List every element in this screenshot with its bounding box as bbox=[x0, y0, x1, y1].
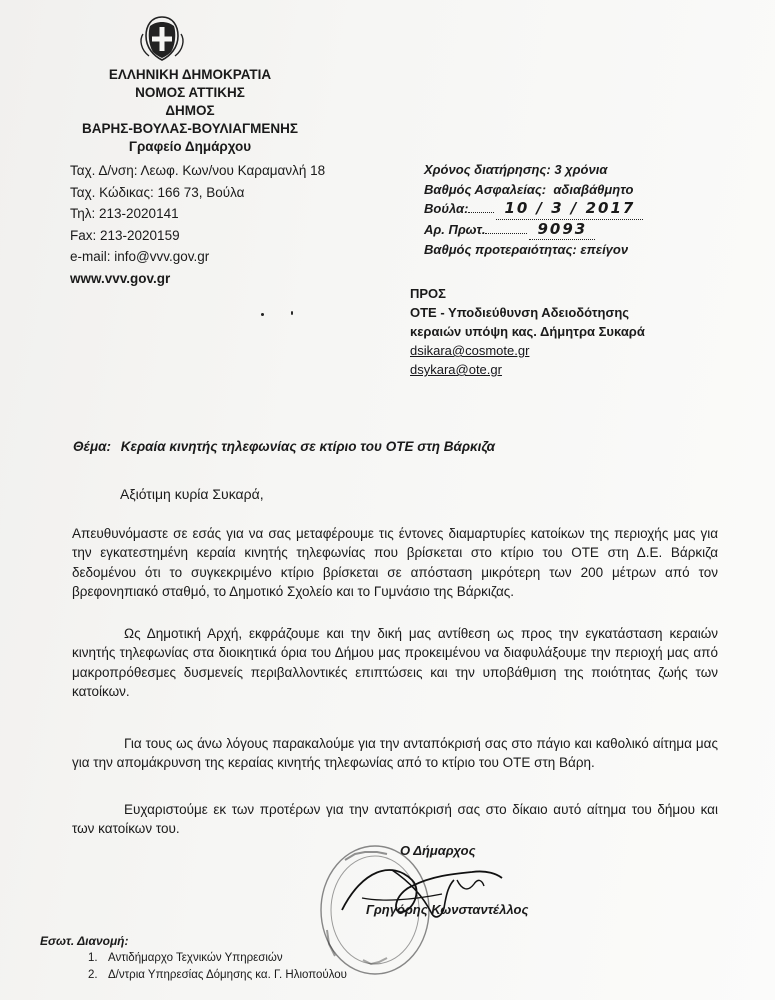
prefecture-name: ΝΟΜΟΣ ΑΤΤΙΚΗΣ bbox=[135, 85, 245, 100]
retention-row bbox=[424, 160, 643, 180]
recipient-line-1: ΟΤΕ - Υποδιεύθυνση Αδειοδότησης bbox=[410, 305, 630, 320]
recipient-block bbox=[410, 284, 645, 379]
protocol-row bbox=[424, 220, 643, 241]
item-text: Αντιδήμαρχο Τεχνικών Υπηρεσιών bbox=[108, 952, 283, 964]
retention-label: Χρόνος διατήρησης: bbox=[424, 162, 551, 177]
priority-row bbox=[424, 240, 643, 260]
phone-line: Τηλ: 213-2020141 bbox=[70, 206, 179, 221]
document-meta bbox=[424, 160, 643, 260]
postal-code-line: Ταχ. Κώδικας: 166 73, Βούλα bbox=[70, 184, 245, 200]
recipient-email-1[interactable]: dsikara@cosmote.gr bbox=[410, 343, 530, 358]
list-item bbox=[88, 967, 347, 984]
dotted-leader bbox=[468, 212, 494, 213]
distribution-list bbox=[88, 950, 347, 984]
place-label: Βούλα: bbox=[424, 201, 469, 216]
greeting: Αξιότιμη κυρία Συκαρά, bbox=[120, 486, 264, 502]
subject-label: Θέμα: bbox=[73, 439, 111, 454]
protocol-label: Αρ. Πρωτ. bbox=[424, 221, 486, 237]
recipient-email-2[interactable]: dsykara@ote.gr bbox=[410, 362, 502, 377]
signatory-name: Γρηγόρης Κωνσταντέλλος bbox=[366, 902, 529, 917]
handwritten-signature-icon bbox=[322, 850, 522, 930]
body-paragraph-1: Απευθυνόμαστε σε εσάς για να σας μεταφέρουμε τις έντονες διαμαρτυρίες κατοίκων της περιοχής μας για την εγκατεστημένη κεραία κινητής τηλεφωνίας που βρίσκεται στο κτίριο του ΟΤΕ στη Δ.Ε. Βάρκιζα δεδομένου ότι το συγκεκριμένο κτίριο βρίσκεται σε απόσταση μικρότερη των 200 μέτρων από τον βρεφονηπιακό σταθμό, το Δημοτικό Σχολείο και το Γυμνάσιο της Βάρκιζας. bbox=[72, 526, 718, 600]
handwritten-protocol-number: 9093 bbox=[529, 220, 595, 241]
office-name: Γραφείο Δημάρχου bbox=[128, 139, 252, 154]
fax-line: Fax: 213-2020159 bbox=[70, 227, 180, 243]
security-label: Βαθμός Ασφαλείας: bbox=[424, 181, 547, 197]
greek-coat-of-arms-icon bbox=[137, 14, 187, 64]
municipality-label: ΔΗΜΟΣ bbox=[165, 103, 215, 118]
to-label: ΠΡΟΣ bbox=[410, 286, 446, 301]
retention-value: 3 χρόνια bbox=[554, 162, 608, 177]
body-paragraph-2: Ως Δημοτική Αρχή, εκφράζουμε και την δική μας αντίθεση ως προς την εγκατάσταση κεραιών κινητής τηλεφωνίας στα διοικητικά όρια του Δήμου μας προκειμένου να διαφυλάξουμε την περιοχή μας από μακροπρόθεσμες δυσμενείς περιβαλλοντικές επιπτώσεις και την υποβάθμιση της ποιότητας ζωής των κατοίκων. bbox=[72, 626, 718, 700]
subject-line bbox=[73, 439, 495, 454]
body-paragraph-4: Ευχαριστούμε εκ των προτέρων για την ανταπόκρισή σας στο δίκαιο αυτό αίτημα του δήμου και των κατοίκων του. bbox=[72, 802, 718, 837]
website-line: www.vvv.gov.gr bbox=[70, 270, 171, 286]
item-text: Δ/ντρια Υπηρεσίας Δόμησης κα. Γ. Ηλιοπούλου bbox=[108, 969, 347, 981]
handwritten-date: 10 / 3 / 2017 bbox=[496, 199, 643, 220]
country-name: ΕΛΛΗΝΙΚΗ ΔΗΜΟΚΡΑΤΙΑ bbox=[108, 67, 272, 82]
paper-speck bbox=[291, 311, 293, 315]
email-line: e-mail: info@vvv.gov.gr bbox=[70, 249, 210, 264]
recipient-line-2: κεραιών υπόψη κας. Δήμητρα Συκαρά bbox=[410, 324, 645, 339]
security-value: αδιαβάθμητο bbox=[553, 181, 634, 197]
date-row bbox=[424, 199, 643, 220]
address-line: Ταχ. Δ/νση: Λεωφ. Κων/νου Καραμανλή 18 bbox=[70, 163, 326, 178]
paper-speck bbox=[261, 313, 264, 316]
municipality-name: ΒΑΡΗΣ-ΒΟΥΛΑΣ-ΒΟΥΛΙΑΓΜΕΝΗΣ bbox=[82, 121, 298, 136]
body-paragraph-3: Για τους ως άνω λόγους παρακαλούμε για την ανταπόκρισή σας στο πάγιο και καθολικό αίτημα μας για την απομάκρυνση της κεραίας κινητής τηλεφωνίας από το κτίριο του ΟΤΕ στη Βάρη. bbox=[72, 736, 718, 771]
list-item bbox=[88, 950, 347, 967]
subject-text: Κεραία κινητής τηλεφωνίας σε κτίριο του ΟΤΕ στη Βάρκιζα bbox=[120, 439, 495, 454]
item-number: 1. bbox=[88, 952, 98, 964]
priority-label: Βαθμός προτεραιότητας: bbox=[424, 242, 577, 257]
item-number: 2. bbox=[88, 969, 98, 981]
issuer-header bbox=[60, 66, 320, 156]
dotted-leader bbox=[485, 233, 527, 234]
distribution-title: Εσωτ. Διανομή: bbox=[40, 934, 129, 948]
signatory-title: Ο Δήμαρχος bbox=[400, 843, 476, 858]
contact-block bbox=[70, 160, 325, 289]
priority-value: επείγον bbox=[580, 242, 629, 257]
security-row bbox=[424, 180, 643, 200]
